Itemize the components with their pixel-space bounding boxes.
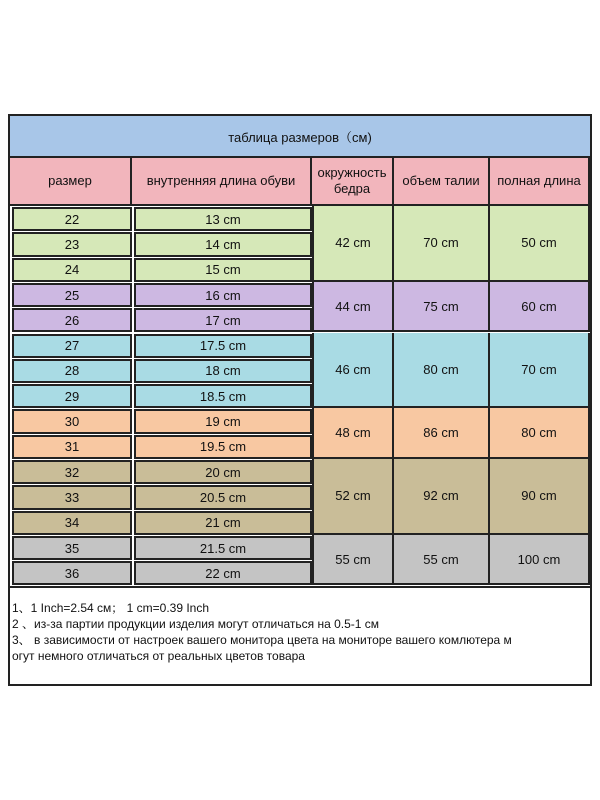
note-line: 3、 в зависимости от настроек вашего монитора цвета на мониторе вашего комлютера м [12,632,512,647]
insole-length-cell: 17 cm [134,308,312,332]
insole-length-cell: 20.5 cm [134,485,312,509]
size-cell: 22 [12,207,132,231]
size-cell: 36 [12,561,132,585]
header-insole-length: внутренняя длина обуви [132,158,312,206]
size-cell: 30 [12,409,132,433]
insole-length-cell: 22 cm [134,561,312,585]
header-total-length: полная длина [490,158,590,206]
size-cell: 32 [12,460,132,484]
notes [12,600,588,664]
hip-cell: 42 cm [312,206,394,282]
size-cell: 34 [12,511,132,535]
waist-cell: 75 cm [394,282,490,333]
insole-length-cell: 21 cm [134,511,312,535]
hip-cell: 46 cm [312,333,394,409]
chart-title: таблица размеров（см) [10,116,590,158]
waist-cell: 70 cm [394,206,490,282]
header-waist: объем талии [394,158,490,206]
insole-length-cell: 14 cm [134,232,312,256]
note-line: 1、1 Inch=2.54 см； 1 cm=0.39 Inch [12,600,210,615]
size-cell: 31 [12,435,132,459]
total-length-cell: 100 cm [490,535,590,586]
hip-cell: 44 cm [312,282,394,333]
waist-cell: 92 cm [394,459,490,535]
size-cell: 26 [12,308,132,332]
size-cell: 27 [12,334,132,358]
size-cell: 33 [12,485,132,509]
total-length-cell: 70 cm [490,333,590,409]
insole-length-cell: 17.5 cm [134,334,312,358]
size-cell: 29 [12,384,132,408]
hip-cell: 55 cm [312,535,394,586]
total-length-cell: 50 cm [490,206,590,282]
insole-length-cell: 18 cm [134,359,312,383]
note-line: 2 、из-за партии продукции изделия могут отличаться на 0.5-1 см [12,616,380,631]
insole-length-cell: 18.5 cm [134,384,312,408]
insole-length-cell: 15 cm [134,258,312,282]
hip-cell: 52 cm [312,459,394,535]
insole-length-cell: 13 cm [134,207,312,231]
insole-length-cell: 20 cm [134,460,312,484]
insole-length-cell: 19 cm [134,409,312,433]
header-size: размер [10,158,132,206]
note-line: огут немного отличаться от реальных цветов товара [12,648,305,663]
total-length-cell: 80 cm [490,408,590,459]
size-cell: 28 [12,359,132,383]
waist-cell: 55 cm [394,535,490,586]
insole-length-cell: 21.5 cm [134,536,312,560]
waist-cell: 80 cm [394,333,490,409]
waist-cell: 86 cm [394,408,490,459]
size-cell: 35 [12,536,132,560]
size-chart [8,114,592,686]
insole-length-cell: 19.5 cm [134,435,312,459]
table-bottom-border [10,586,590,588]
size-cell: 24 [12,258,132,282]
hip-cell: 48 cm [312,408,394,459]
size-cell: 25 [12,283,132,307]
size-cell: 23 [12,232,132,256]
total-length-cell: 90 cm [490,459,590,535]
insole-length-cell: 16 cm [134,283,312,307]
header-hip: окружность бедра [312,158,394,206]
total-length-cell: 60 cm [490,282,590,333]
